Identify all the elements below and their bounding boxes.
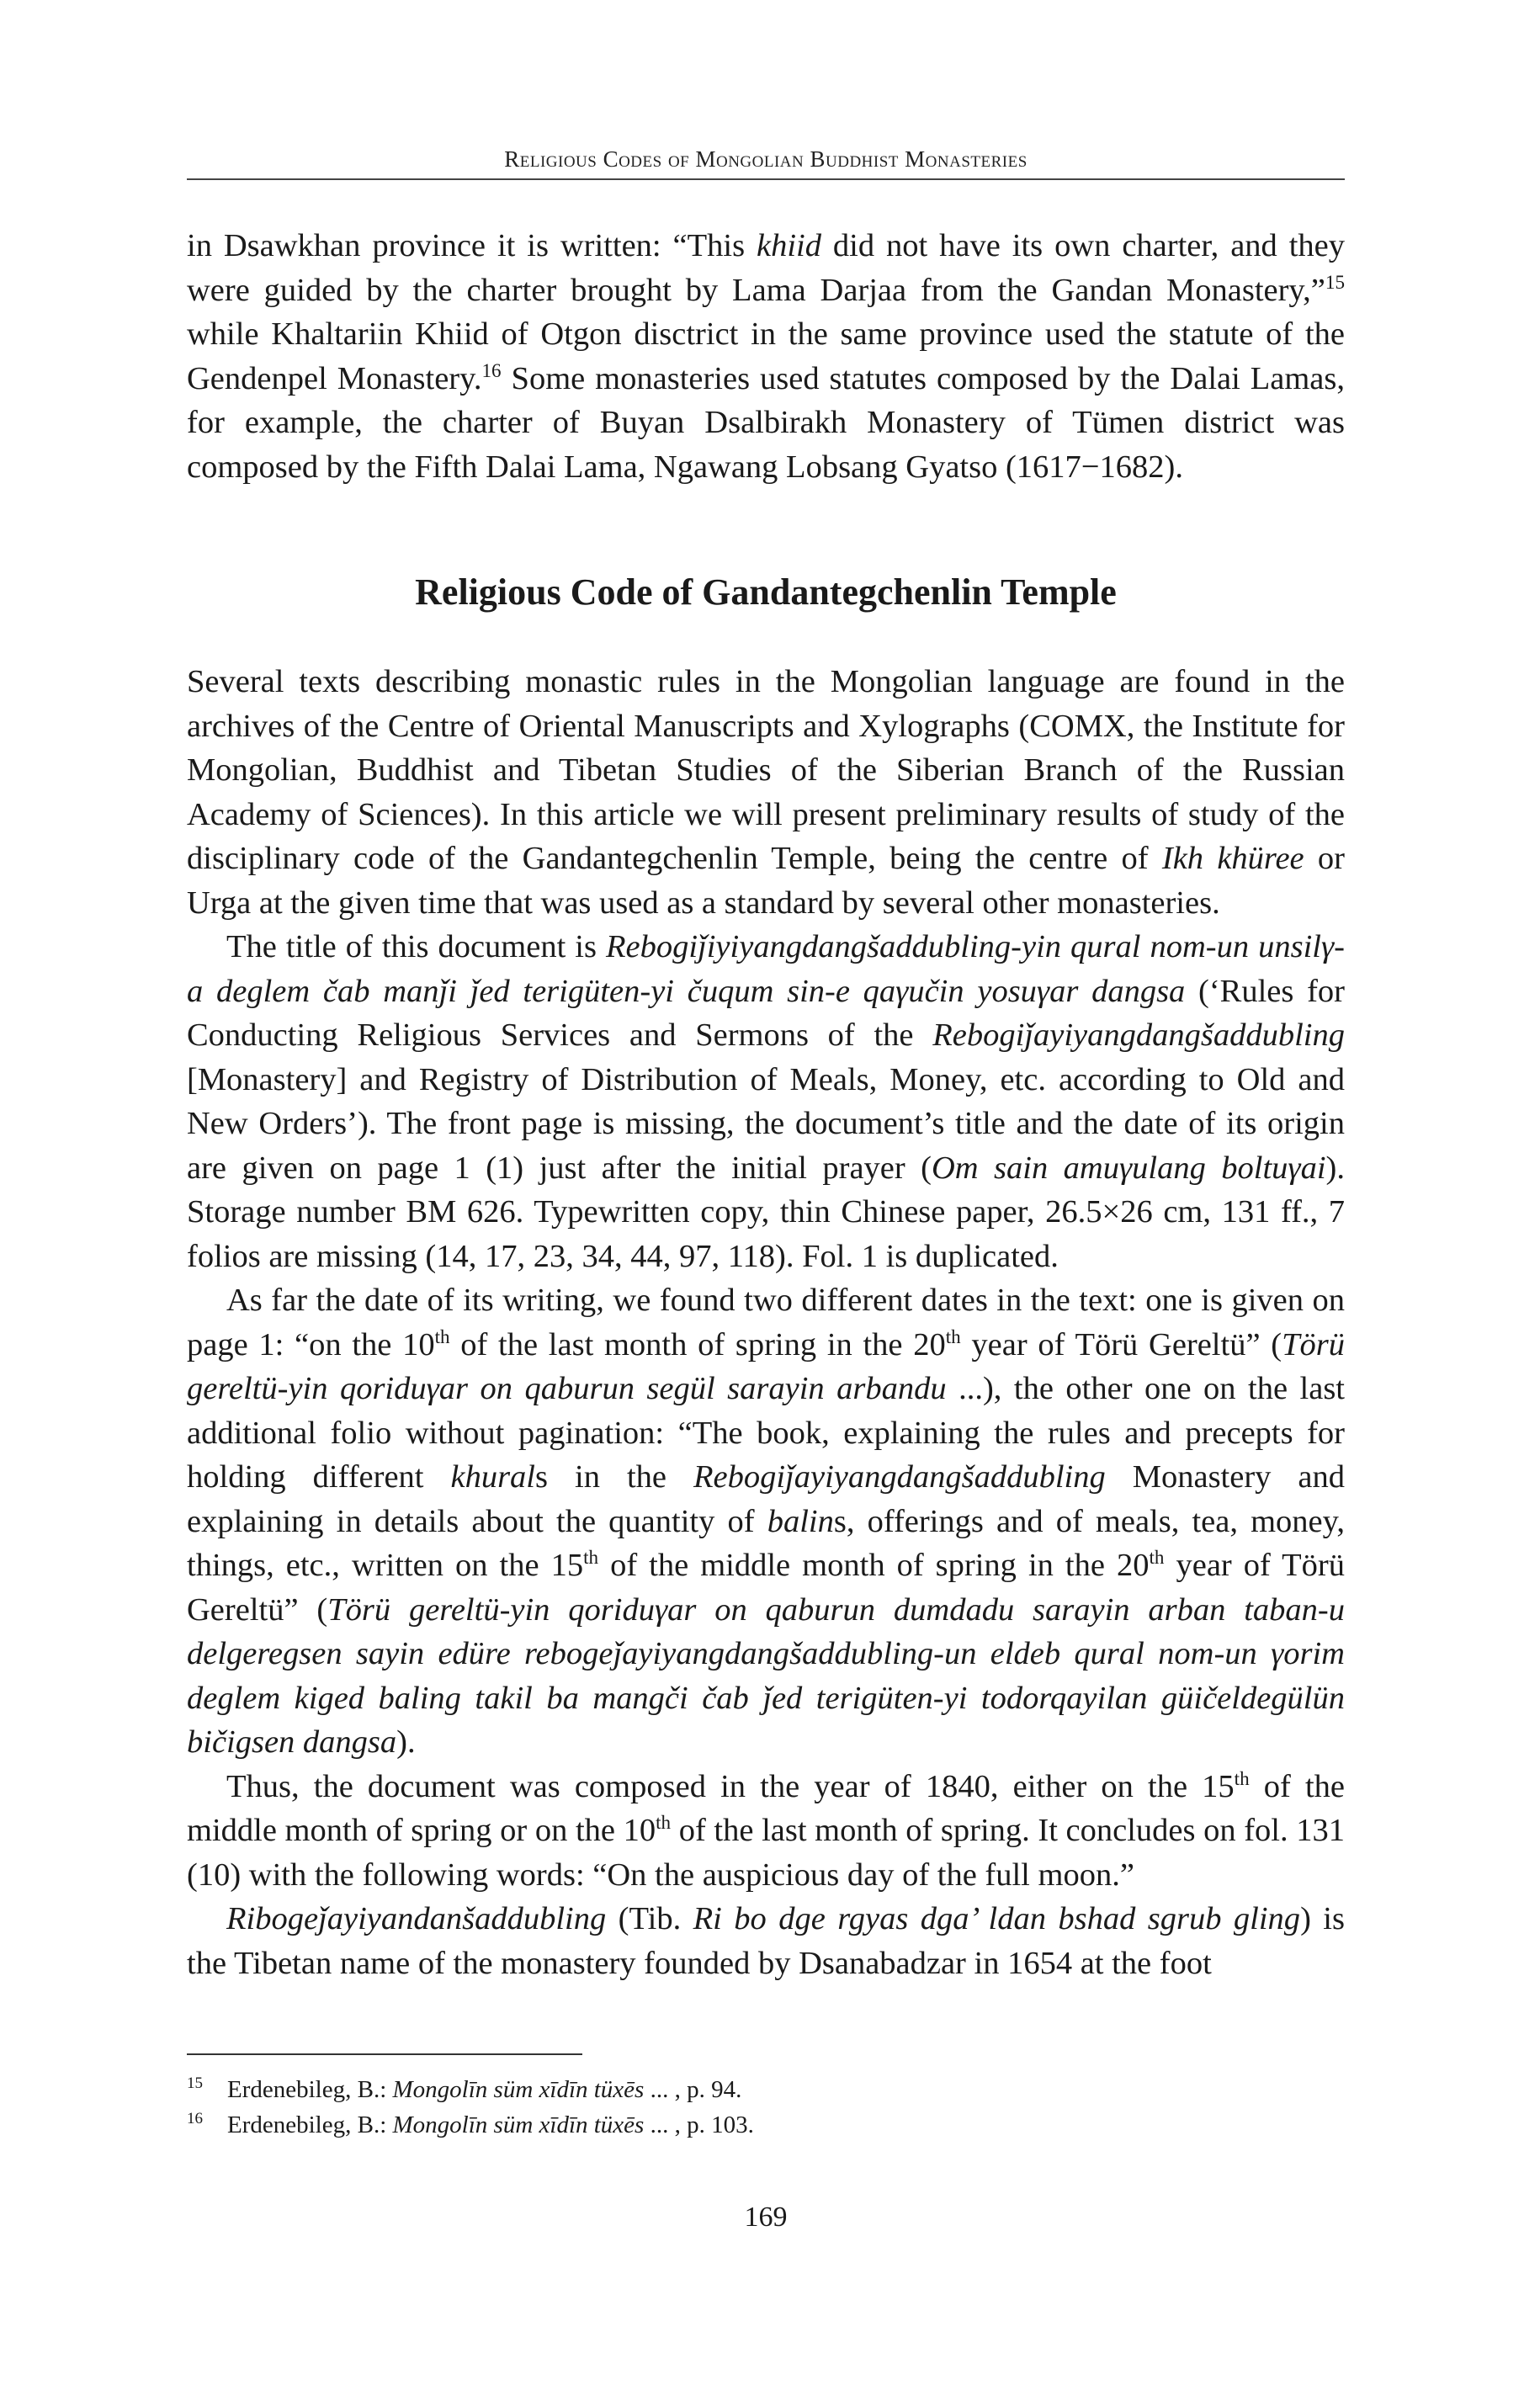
paragraph-1: in Dsawkhan province it is written: “This khiid did not have its own charter, and they were guided by the charter brought by Lama Darjaa from the Gandan Monastery,”$^{15}$ while Khaltariin Khiid of Otgon disctrict in the same province used the statute of the Gendenpel Monastery.$^{16}$ Some monasteries used statutes composed by the Dalai Lamas, for example, the charter of Buyan Dsalbirakh Monastery of Tümen district was composed by the Fifth Dalai Lama, Ngawang Lobsang Gyatso (1617−1682). [187,228,1345,485]
body-text-top [187,224,1345,489]
footnote-rule [187,2053,582,2055]
footnote-16 [187,2107,1345,2143]
footnote-number: 16 [187,2110,203,2127]
footnote-text: Erdenebileg, B.: Mongolīn süm xīdīn tüxēs ... , p. 103. [227,2111,754,2138]
page-number: 169 [744,2202,788,2233]
paragraph-2: Several texts describing monastic rules in the Mongolian language are found in the archives of the Centre of Oriental Manuscripts and Xylographs (COMX, the Institute for Mongolian, Buddhist and Tibetan Studies of the Siberian Branch of the Russian Academy of Sciences). In this article we will present preliminary results of study of the disciplinary code of the Gandantegchenlin Temple, being the centre of Ikh khüree or Urga at the given time that was used as a standard by several other monasteries. [187,664,1346,921]
footnote-15 [187,2072,1345,2107]
footnotes [187,2072,1345,2143]
footnote-text: Erdenebileg, B.: Mongolīn süm xīdīn tüxēs ... , p. 94. [227,2076,742,2103]
footnote-ref-16[interactable]: 16 [481,359,502,381]
body-text-main [187,660,1345,1985]
paragraph-5: Thus, the document was composed in the year of 1840, either on the 15th of the middle month of spring or on the 10th of the last month of spring. It concludes on fol. 131 (10) with the following words: “On the auspicious day of the full moon.” [187,1766,1346,1893]
footnote-ref-15[interactable]: 15 [1325,270,1345,293]
paragraph-3: The title of this document is Rebogiǰiyiyangdangšaddubling-yin qural nom-un unsilγ-a deglem čab manǰi ǰed terigüten-yi čuqum sin-e qaγučin yosuγar dangsa (‘Rules for Conducting Religious Services and Sermons of the Rebogiǰayiyangdangšaddubling [Monastery] and Registry of Distribution of Meals, Money, etc. according to Old and New Orders’). The front page is missing, the document’s title and the date of its origin are given on page 1 (1) just after the initial prayer (Om sain amuγulang boltuγai). Storage number BM 626. Typewritten copy, thin Chinese paper, 26.5×26 cm, 131 ff., 7 folios are missing (14, 17, 23, 34, 44, 97, 118). Fol. 1 is duplicated. [187,929,1345,1274]
paragraph-4: As far the date of its writing, we found two different dates in the text: one is given on page 1: “on the 10th of the last month of spring in the 20th year of Törü Gereltü” (Törü gereltü-yin qoriduγar on qaburun segül sarayin arbandu ...), the other one on the last additional folio without pagination: “The book, explaining the rules and precepts for holding different khurals in the Rebogiǰayiyangdangšaddubling Monastery and explaining in details about the quantity of balins, offerings and of meals, tea, money, things, etc., written on the 15th of the middle month of spring in the 20th year of Törü Gereltü” (Törü gereltü-yin qoriduγar on qaburun dumdadu sarayin arban taban-u delgeregsen sayin edüre rebogeǰayiyangdangšaddubling-un eldeb qural nom-un γorim deglem kiged baling takil ba mangči čab ǰed terigüten-yi todorqayilan güičeldegülün bičigsen dangsa). [187,1283,1346,1760]
footnote-number: 15 [187,2074,203,2092]
paragraph-6: Ribogeǰayiyandanšaddubling (Tib. Ri bo dge rgyas dga’ ldan bshad sgrub gling) is the Tibetan name of the monastery founded by Dsanabadzar in 1654 at the foot [187,1901,1345,1981]
header-rule [187,178,1345,180]
running-head: Religious Codes of Mongolian Buddhist Monasteries [504,146,1028,172]
section-heading: Religious Code of Gandantegchenlin Temple [415,571,1117,613]
